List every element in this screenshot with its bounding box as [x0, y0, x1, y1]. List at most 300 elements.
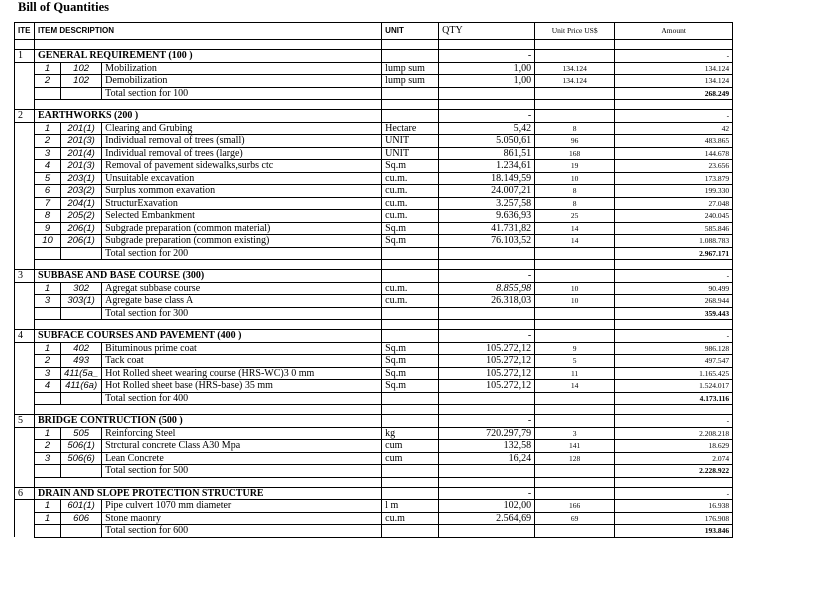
item-unit: lump sum — [382, 62, 439, 75]
total-blank-cell — [535, 465, 615, 478]
section-total-label: Total section for 400 — [102, 392, 382, 405]
section-total-label: Total section for 600 — [102, 525, 382, 538]
section-number: 1 — [15, 50, 35, 63]
total-blank-cell — [382, 465, 439, 478]
page-title: Bill of Quantities — [18, 0, 109, 14]
item-qty: 105.272,12 — [439, 367, 535, 380]
item-qty: 24.007,21 — [439, 185, 535, 198]
item-unit-price: 134.124 — [535, 62, 615, 75]
section-number: 5 — [15, 415, 35, 428]
item-unit: Sq.m — [382, 342, 439, 355]
item-amount: 1.165.425 — [615, 367, 733, 380]
item-code: 201(4) — [61, 147, 102, 160]
item-unit: UNIT — [382, 135, 439, 148]
item-amount: 42 — [615, 122, 733, 135]
spacer-cell — [15, 320, 35, 330]
section-spacer-cell — [15, 392, 35, 405]
table-row — [15, 222, 733, 235]
section-spacer-cell — [15, 87, 35, 100]
table-row — [15, 427, 733, 440]
section-spacer-cell — [15, 525, 35, 538]
item-code: 302 — [61, 282, 102, 295]
item-unit: kg — [382, 427, 439, 440]
header-amount: Amount — [615, 23, 733, 40]
item-number: 1 — [35, 122, 61, 135]
table-row — [15, 440, 733, 453]
section-amount-dash: - — [615, 415, 733, 428]
total-blank-cell — [61, 247, 102, 260]
section-spacer-cell — [15, 500, 35, 513]
item-amount: 483.865 — [615, 135, 733, 148]
item-unit-price: 166 — [535, 500, 615, 513]
spacer-cell — [615, 40, 733, 50]
item-number: 3 — [35, 295, 61, 308]
item-unit-price: 168 — [535, 147, 615, 160]
item-code: 505 — [61, 427, 102, 440]
section-number: 4 — [15, 330, 35, 343]
item-number: 1 — [35, 342, 61, 355]
section-spacer-cell — [15, 135, 35, 148]
section-spacer-cell — [15, 75, 35, 88]
item-code: 411(6a) — [61, 380, 102, 393]
section-total-label: Total section for 500 — [102, 465, 382, 478]
spacer-cell — [382, 40, 439, 50]
section-spacer-cell — [15, 512, 35, 525]
item-number: 1 — [35, 282, 61, 295]
spacer-cell — [439, 405, 535, 415]
spacer-cell — [35, 40, 382, 50]
item-number: 1 — [35, 62, 61, 75]
total-blank-cell — [382, 87, 439, 100]
section-spacer-cell — [15, 172, 35, 185]
section-total-row — [15, 525, 733, 538]
section-spacer-cell — [15, 122, 35, 135]
section-number: 2 — [15, 110, 35, 123]
item-amount: 18.629 — [615, 440, 733, 453]
item-description: StructurExavation — [102, 197, 382, 210]
section-name: SUBFACE COURSES AND PAVEMENT (400 ) — [35, 330, 382, 343]
item-qty: 132,58 — [439, 440, 535, 453]
spacer-cell — [382, 477, 439, 487]
table-row — [15, 380, 733, 393]
item-qty: 102,00 — [439, 500, 535, 513]
section-header-row — [15, 110, 733, 123]
item-unit-price: 14 — [535, 222, 615, 235]
item-code: 203(2) — [61, 185, 102, 198]
item-qty: 105.272,12 — [439, 380, 535, 393]
item-amount: 2.074 — [615, 452, 733, 465]
item-unit: Sq.m — [382, 367, 439, 380]
section-qty-dash: - — [439, 270, 535, 283]
item-unit: Hectare — [382, 122, 439, 135]
item-amount: 173.879 — [615, 172, 733, 185]
total-blank-cell — [61, 87, 102, 100]
table-row — [15, 210, 733, 223]
item-amount: 585.846 — [615, 222, 733, 235]
item-amount: 240.045 — [615, 210, 733, 223]
spacer-cell — [35, 320, 382, 330]
item-unit: cu.m — [382, 512, 439, 525]
item-unit: UNIT — [382, 147, 439, 160]
section-price-cell — [535, 110, 615, 123]
item-unit-price: 96 — [535, 135, 615, 148]
item-number: 4 — [35, 380, 61, 393]
item-number: 2 — [35, 75, 61, 88]
total-blank-cell — [535, 307, 615, 320]
table-row — [15, 147, 733, 160]
item-unit-price: 19 — [535, 160, 615, 173]
section-name: BRIDGE CONTRUCTION (500 ) — [35, 415, 382, 428]
spacer-cell — [15, 100, 35, 110]
section-header-row — [15, 50, 733, 63]
item-qty: 5.050,61 — [439, 135, 535, 148]
section-number: 3 — [15, 270, 35, 283]
item-unit: cu.m. — [382, 185, 439, 198]
boq-sheet — [14, 22, 733, 538]
item-number: 3 — [35, 147, 61, 160]
section-total-amount: 4.173.116 — [615, 392, 733, 405]
section-name: DRAIN AND SLOPE PROTECTION STRUCTURE — [35, 487, 382, 500]
item-unit: Sq.m — [382, 235, 439, 248]
item-unit-price: 10 — [535, 295, 615, 308]
spacer-cell — [382, 260, 439, 270]
item-unit-price: 14 — [535, 235, 615, 248]
item-code: 411(5a_ — [61, 367, 102, 380]
section-amount-dash: - — [615, 50, 733, 63]
item-unit-price: 8 — [535, 122, 615, 135]
item-qty: 105.272,12 — [439, 355, 535, 368]
item-code: 205(2) — [61, 210, 102, 223]
item-description: Agregate base class A — [102, 295, 382, 308]
boq-table — [14, 22, 733, 538]
item-number: 2 — [35, 355, 61, 368]
total-blank-cell — [382, 392, 439, 405]
total-blank-cell — [535, 87, 615, 100]
item-code: 506(6) — [61, 452, 102, 465]
item-code: 606 — [61, 512, 102, 525]
table-row — [15, 512, 733, 525]
section-header-row — [15, 330, 733, 343]
item-unit-price: 11 — [535, 367, 615, 380]
spacer-cell — [535, 40, 615, 50]
table-row — [15, 367, 733, 380]
total-blank-cell — [382, 307, 439, 320]
section-spacer-cell — [15, 295, 35, 308]
item-code: 402 — [61, 342, 102, 355]
section-total-row — [15, 307, 733, 320]
item-number: 3 — [35, 367, 61, 380]
item-unit: l m — [382, 500, 439, 513]
section-name: SUBBASE AND BASE COURSE (300) — [35, 270, 382, 283]
item-description: Demobilization — [102, 75, 382, 88]
item-amount: 134.124 — [615, 75, 733, 88]
item-code: 303(1) — [61, 295, 102, 308]
section-amount-dash: - — [615, 330, 733, 343]
item-description: Bituminous prime coat — [102, 342, 382, 355]
section-amount-dash: - — [615, 270, 733, 283]
header-qty: QTY — [439, 23, 535, 40]
item-qty: 1,00 — [439, 75, 535, 88]
item-code: 201(1) — [61, 122, 102, 135]
total-blank-cell — [535, 525, 615, 538]
header-row — [15, 23, 733, 40]
item-unit: cum — [382, 440, 439, 453]
section-total-amount: 2.967.171 — [615, 247, 733, 260]
section-unit-cell — [382, 330, 439, 343]
section-unit-cell — [382, 487, 439, 500]
spacer-row — [15, 260, 733, 270]
spacer-cell — [15, 40, 35, 50]
total-blank-cell — [35, 465, 61, 478]
item-description: Hot Rolled sheet base (HRS-base) 35 mm — [102, 380, 382, 393]
spacer-cell — [15, 405, 35, 415]
section-total-label: Total section for 100 — [102, 87, 382, 100]
spacer-row — [15, 405, 733, 415]
table-row — [15, 295, 733, 308]
item-unit: cu.m. — [382, 295, 439, 308]
spacer-cell — [439, 40, 535, 50]
total-blank-cell — [535, 392, 615, 405]
item-amount: 497.547 — [615, 355, 733, 368]
item-qty: 1.234,61 — [439, 160, 535, 173]
item-code: 203(1) — [61, 172, 102, 185]
section-price-cell — [535, 270, 615, 283]
item-unit: Sq.m — [382, 222, 439, 235]
spacer-cell — [35, 100, 382, 110]
section-spacer-cell — [15, 465, 35, 478]
item-qty: 26.318,03 — [439, 295, 535, 308]
item-number: 10 — [35, 235, 61, 248]
item-code: 206(1) — [61, 222, 102, 235]
spacer-cell — [535, 405, 615, 415]
item-code: 206(1) — [61, 235, 102, 248]
section-spacer-cell — [15, 222, 35, 235]
spacer-cell — [382, 405, 439, 415]
total-blank-cell — [439, 307, 535, 320]
section-header-row — [15, 415, 733, 428]
item-unit-price: 10 — [535, 282, 615, 295]
total-blank-cell — [439, 247, 535, 260]
spacer-cell — [35, 477, 382, 487]
total-blank-cell — [439, 465, 535, 478]
section-total-row — [15, 465, 733, 478]
item-amount: 90.499 — [615, 282, 733, 295]
item-number: 2 — [35, 440, 61, 453]
item-unit-price: 5 — [535, 355, 615, 368]
section-spacer-cell — [15, 440, 35, 453]
item-unit-price: 25 — [535, 210, 615, 223]
section-price-cell — [535, 50, 615, 63]
spacer-cell — [382, 320, 439, 330]
section-spacer-cell — [15, 282, 35, 295]
section-spacer-cell — [15, 247, 35, 260]
section-name: GENERAL REQUIREMENT (100 ) — [35, 50, 382, 63]
item-amount: 986.128 — [615, 342, 733, 355]
item-unit: cu.m. — [382, 210, 439, 223]
spacer-cell — [15, 477, 35, 487]
item-unit: Sq.m — [382, 355, 439, 368]
section-name: EARTHWORKS (200 ) — [35, 110, 382, 123]
item-qty: 5,42 — [439, 122, 535, 135]
table-row — [15, 452, 733, 465]
spacer-cell — [615, 405, 733, 415]
table-row — [15, 172, 733, 185]
item-number: 3 — [35, 452, 61, 465]
spacer-cell — [15, 260, 35, 270]
total-blank-cell — [61, 392, 102, 405]
total-blank-cell — [439, 525, 535, 538]
section-unit-cell — [382, 415, 439, 428]
item-qty: 1,00 — [439, 62, 535, 75]
item-amount: 1.524.017 — [615, 380, 733, 393]
item-number: 1 — [35, 512, 61, 525]
boq-table-body — [15, 23, 733, 538]
item-code: 493 — [61, 355, 102, 368]
item-description: Individual removal of trees (large) — [102, 147, 382, 160]
item-amount: 16.938 — [615, 500, 733, 513]
section-amount-dash: - — [615, 487, 733, 500]
item-code: 506(1) — [61, 440, 102, 453]
item-amount: 199.330 — [615, 185, 733, 198]
item-amount: 144.678 — [615, 147, 733, 160]
table-row — [15, 185, 733, 198]
spacer-cell — [535, 320, 615, 330]
section-qty-dash: - — [439, 487, 535, 500]
item-amount: 268.944 — [615, 295, 733, 308]
table-row — [15, 160, 733, 173]
item-code: 102 — [61, 75, 102, 88]
item-unit-price: 134.124 — [535, 75, 615, 88]
total-blank-cell — [35, 392, 61, 405]
item-amount: 23.656 — [615, 160, 733, 173]
table-row — [15, 122, 733, 135]
spacer-row — [15, 100, 733, 110]
item-unit-price: 141 — [535, 440, 615, 453]
item-unit: cum — [382, 452, 439, 465]
section-spacer-cell — [15, 185, 35, 198]
item-description: Clearing and Grubing — [102, 122, 382, 135]
header-unit-price: Unit Price US$ — [535, 23, 615, 40]
item-unit-price: 69 — [535, 512, 615, 525]
item-unit-price: 9 — [535, 342, 615, 355]
item-code: 601(1) — [61, 500, 102, 513]
spacer-cell — [615, 260, 733, 270]
section-amount-dash: - — [615, 110, 733, 123]
item-qty: 3.257,58 — [439, 197, 535, 210]
item-description: Individual removal of trees (small) — [102, 135, 382, 148]
item-unit-price: 8 — [535, 197, 615, 210]
item-description: Reinforcing Steel — [102, 427, 382, 440]
item-unit: lump sum — [382, 75, 439, 88]
item-code: 204(1) — [61, 197, 102, 210]
item-number: 4 — [35, 160, 61, 173]
item-description: Subgrade preparation (common material) — [102, 222, 382, 235]
spacer-cell — [615, 320, 733, 330]
spacer-cell — [615, 100, 733, 110]
spacer-cell — [439, 320, 535, 330]
item-number: 1 — [35, 427, 61, 440]
table-row — [15, 62, 733, 75]
header-description: ITEM DESCRIPTION — [35, 23, 382, 40]
item-unit-price: 8 — [535, 185, 615, 198]
total-blank-cell — [35, 525, 61, 538]
section-total-row — [15, 392, 733, 405]
item-number: 8 — [35, 210, 61, 223]
section-total-amount: 268.249 — [615, 87, 733, 100]
section-total-amount: 193.846 — [615, 525, 733, 538]
spacer-cell — [615, 477, 733, 487]
total-blank-cell — [35, 87, 61, 100]
section-number: 6 — [15, 487, 35, 500]
item-unit: Sq.m — [382, 160, 439, 173]
item-qty: 18.149,59 — [439, 172, 535, 185]
spacer-row — [15, 477, 733, 487]
section-total-row — [15, 87, 733, 100]
item-amount: 176.908 — [615, 512, 733, 525]
item-qty: 41.731,82 — [439, 222, 535, 235]
item-code: 201(3) — [61, 135, 102, 148]
item-unit: Sq.m — [382, 380, 439, 393]
item-amount: 134.124 — [615, 62, 733, 75]
section-total-label: Total section for 200 — [102, 247, 382, 260]
section-qty-dash: - — [439, 50, 535, 63]
header-item: ITE — [15, 23, 35, 40]
section-unit-cell — [382, 270, 439, 283]
section-qty-dash: - — [439, 110, 535, 123]
table-row — [15, 342, 733, 355]
spacer-cell — [535, 477, 615, 487]
table-row — [15, 355, 733, 368]
item-unit-price: 128 — [535, 452, 615, 465]
item-amount: 27.048 — [615, 197, 733, 210]
section-price-cell — [535, 487, 615, 500]
spacer-cell — [382, 100, 439, 110]
section-header-row — [15, 270, 733, 283]
section-spacer-cell — [15, 160, 35, 173]
item-number: 7 — [35, 197, 61, 210]
item-qty: 9.636,93 — [439, 210, 535, 223]
table-row — [15, 282, 733, 295]
item-number: 6 — [35, 185, 61, 198]
item-description: Surplus xommon exavation — [102, 185, 382, 198]
table-row — [15, 235, 733, 248]
item-description: Lean Concrete — [102, 452, 382, 465]
total-blank-cell — [439, 87, 535, 100]
spacer-cell — [35, 260, 382, 270]
section-spacer-cell — [15, 427, 35, 440]
spacer-cell — [439, 260, 535, 270]
item-description: Hot Rolled sheet wearing course (HRS-WC)3 0 mm — [102, 367, 382, 380]
spacer-cell — [535, 100, 615, 110]
item-description: Mobilization — [102, 62, 382, 75]
item-number: 5 — [35, 172, 61, 185]
section-price-cell — [535, 415, 615, 428]
item-unit-price: 10 — [535, 172, 615, 185]
total-blank-cell — [439, 392, 535, 405]
item-number: 9 — [35, 222, 61, 235]
section-spacer-cell — [15, 197, 35, 210]
item-description: Stone maonry — [102, 512, 382, 525]
spacer-cell — [439, 477, 535, 487]
section-total-label: Total section for 300 — [102, 307, 382, 320]
item-description: Agregat subbase course — [102, 282, 382, 295]
item-number: 2 — [35, 135, 61, 148]
section-spacer-cell — [15, 367, 35, 380]
item-description: Unsuitable excavation — [102, 172, 382, 185]
item-qty: 720.297,79 — [439, 427, 535, 440]
item-qty: 8.855,98 — [439, 282, 535, 295]
total-blank-cell — [382, 525, 439, 538]
